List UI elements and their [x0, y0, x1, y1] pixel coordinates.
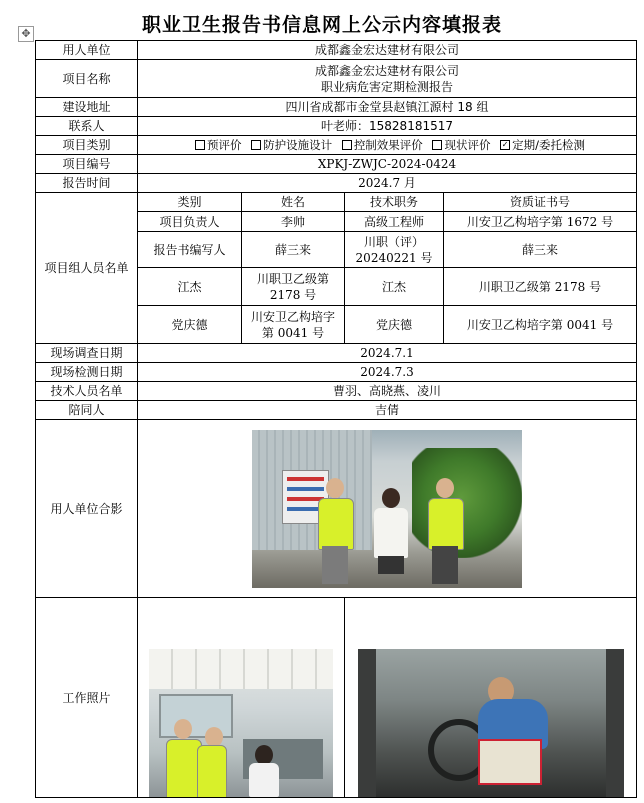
option-status-eval: 现状评价 — [444, 138, 491, 152]
group-photo-label: 用人单位合影 — [36, 420, 138, 598]
row-report-time — [36, 174, 637, 193]
survey-date-label: 现场调查日期 — [36, 344, 138, 363]
row-contact — [36, 117, 637, 136]
row-project-no — [36, 155, 637, 174]
row-escort — [36, 401, 637, 420]
checkbox-protection-design[interactable] — [251, 140, 261, 150]
project-name-label: 项目名称 — [36, 60, 138, 98]
member-cell: 江杰 — [138, 268, 242, 306]
member-cell: 项目负责人 — [138, 212, 242, 232]
option-periodic-test: 定期/委托检测 — [512, 138, 585, 152]
option-control-effect: 控制效果评价 — [353, 138, 423, 152]
member-cell: 报告书编写人 — [138, 232, 242, 268]
members-header-name: 姓名 — [242, 193, 345, 212]
address-label: 建设地址 — [36, 98, 138, 117]
member-cell: 川职卫乙级第 2178 号 — [444, 268, 637, 306]
project-name-line2: 职业病危害定期检测报告 — [321, 79, 454, 94]
checkbox-pre-eval[interactable] — [195, 140, 205, 150]
group-photo-cell — [138, 420, 637, 598]
row-test-date — [36, 363, 637, 382]
basket — [478, 739, 542, 785]
row-survey-date — [36, 344, 637, 363]
member-cell: 川职（评） 20240221 号 — [345, 232, 444, 268]
members-header-category: 类别 — [138, 193, 242, 212]
checkbox-status-eval[interactable] — [432, 140, 442, 150]
project-name-value — [138, 60, 637, 98]
row-project-name — [36, 60, 637, 98]
member-cell: 川安卫乙构培字 第 0041 号 — [242, 306, 345, 344]
survey-date-value: 2024.7.1 — [138, 344, 637, 363]
project-no-label: 项目编号 — [36, 155, 138, 174]
row-category — [36, 136, 637, 155]
row-address — [36, 98, 637, 117]
report-time-label: 报告时间 — [36, 174, 138, 193]
work-photos-label: 工作照片 — [36, 598, 138, 798]
escort-value: 吉倩 — [138, 401, 637, 420]
row-employer — [36, 41, 637, 60]
option-pre-eval: 预评价 — [207, 138, 242, 152]
member-cell: 江杰 — [345, 268, 444, 306]
member-cell: 高级工程师 — [345, 212, 444, 232]
technicians-label: 技术人员名单 — [36, 382, 138, 401]
contact-label: 联系人 — [36, 117, 138, 136]
checkbox-control-effect[interactable] — [342, 140, 352, 150]
members-header-row — [36, 193, 637, 212]
row-group-photo — [36, 420, 637, 598]
member-cell: 薛三来 — [242, 232, 345, 268]
members-label: 项目组人员名单 — [36, 193, 138, 344]
group-photo — [252, 430, 522, 588]
technicians-value: 曹羽、高晓燕、凌川 — [138, 382, 637, 401]
member-cell: 李帅 — [242, 212, 345, 232]
member-cell: 党庆德 — [345, 306, 444, 344]
checkbox-periodic-test[interactable]: ✓ — [501, 139, 509, 149]
employer-value: 成都鑫金宏达建材有限公司 — [138, 41, 637, 60]
test-date-value: 2024.7.3 — [138, 363, 637, 382]
option-protection-design: 防护设施设计 — [263, 138, 333, 152]
page-title: 职业卫生报告书信息网上公示内容填报表 — [141, 14, 502, 36]
row-technicians — [36, 382, 637, 401]
move-handle-icon[interactable]: ✥ — [18, 26, 34, 42]
test-date-label: 现场检测日期 — [36, 363, 138, 382]
category-options — [138, 136, 637, 155]
member-cell: 川安卫乙构培字第 0041 号 — [444, 306, 637, 344]
member-cell: 薛三来 — [444, 232, 637, 268]
employer-label: 用人单位 — [36, 41, 138, 60]
contact-value: 叶老师：15828181517 — [138, 117, 637, 136]
member-cell: 川职卫乙级第 2178 号 — [242, 268, 345, 306]
escort-label: 陪同人 — [36, 401, 138, 420]
member-cell: 川安卫乙构培字第 1672 号 — [444, 212, 637, 232]
work-photo-2 — [358, 649, 624, 797]
project-no-value: XPKJ-ZWJC-2024-0424 — [138, 155, 637, 174]
info-table — [35, 40, 637, 798]
work-photo-1-cell — [138, 598, 345, 798]
members-header-cert: 资质证书号 — [444, 193, 637, 212]
work-photo-2-cell — [345, 598, 637, 798]
category-label: 项目类别 — [36, 136, 138, 155]
address-value: 四川省成都市金堂县赵镇江源村 18 组 — [138, 98, 637, 117]
work-photo-1 — [149, 649, 333, 797]
member-cell: 党庆德 — [138, 306, 242, 344]
members-header-title: 技术职务 — [345, 193, 444, 212]
row-work-photos — [36, 598, 637, 798]
report-time-value: 2024.7 月 — [138, 174, 637, 193]
ceiling — [149, 649, 333, 689]
project-name-line1: 成都鑫金宏达建材有限公司 — [315, 63, 460, 78]
